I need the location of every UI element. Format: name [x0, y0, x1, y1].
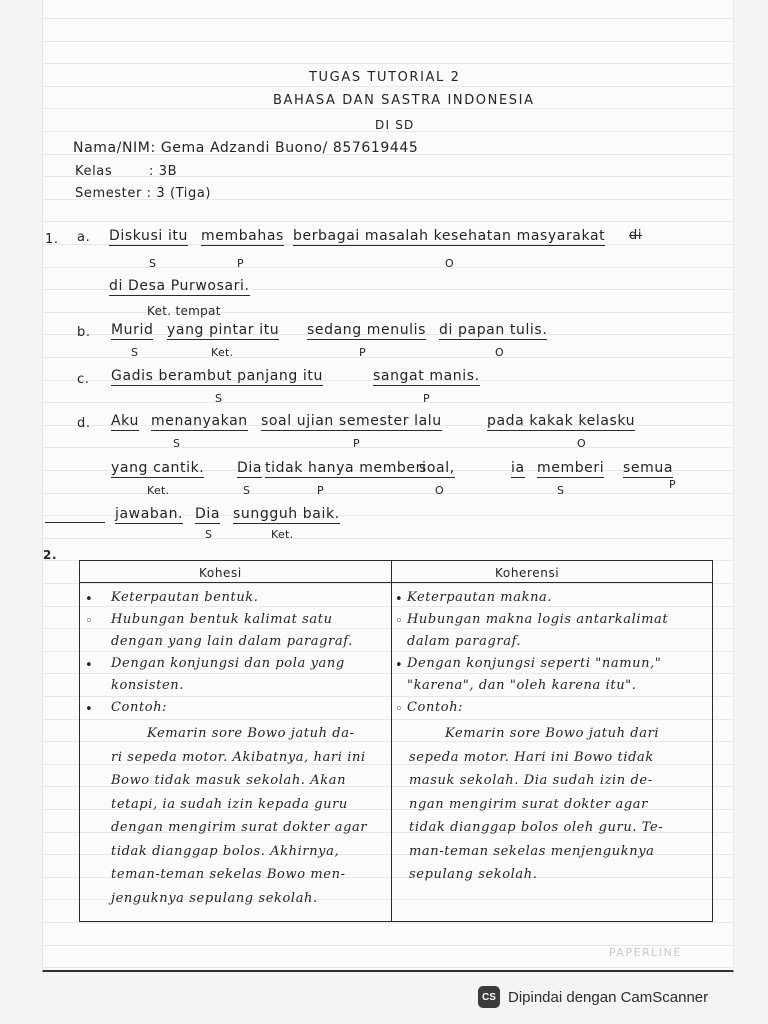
koherensi-bullet: ◦	[395, 702, 404, 717]
kohesi-example-line: Bowo tidak masuk sekolah. Akan	[111, 773, 347, 788]
kohesi-bullet: ◦	[85, 614, 94, 629]
q1d-predicate: menanyakan	[151, 413, 248, 429]
margin-mark	[42, 330, 43, 368]
ruled-line	[43, 18, 733, 19]
q1b-ket: yang pintar itu	[167, 322, 280, 338]
ruled-line	[43, 86, 733, 87]
margin-mark	[42, 820, 43, 842]
kohesi-example-line: ri sepeda motor. Akibatnya, hari ini	[111, 749, 366, 765]
camscanner-logo-icon: CS	[478, 986, 500, 1008]
q1d-predicate-2: tidak hanya memberi	[265, 460, 427, 476]
q1d-ket: yang cantik.	[111, 460, 205, 476]
q1a-predicate: membahas	[201, 228, 284, 244]
kohesi-row: Hubungan bentuk kalimat satu	[111, 612, 333, 627]
q1d-label-s-2: S	[243, 484, 251, 497]
koherensi-example-line: tidak dianggap bolos oleh guru. Te-	[409, 820, 664, 835]
kohesi-row: dengan yang lain dalam paragraf.	[111, 634, 353, 649]
notebook-page	[42, 0, 734, 972]
ruled-line	[43, 538, 733, 539]
ruled-line	[43, 267, 733, 268]
q1d-label-ket-3: Ket.	[271, 528, 294, 541]
camscanner-text: Dipindai dengan CamScanner	[508, 988, 709, 1006]
kohesi-bullet: •	[85, 592, 94, 607]
q1a-label-s: S	[149, 257, 157, 270]
table-column-divider	[391, 560, 392, 922]
q1c-predicate: sangat manis.	[373, 368, 480, 384]
q1d-label-p-3: P	[669, 478, 676, 491]
q1d-object-3: soal,	[419, 460, 455, 476]
q1c-label-p: P	[423, 392, 430, 405]
q1c-label-s: S	[215, 392, 223, 405]
q1a-letter: a.	[77, 230, 91, 245]
kohesi-example-line: teman-teman sekelas Bowo men-	[111, 867, 346, 882]
q1b-label-s: S	[131, 346, 139, 359]
ruled-line	[43, 447, 733, 448]
q1a-ket: di Desa Purwosari.	[109, 278, 250, 294]
koherensi-row: "karena", dan "oleh karena itu".	[407, 678, 637, 693]
q1a-label-ket: Ket. tempat	[147, 304, 221, 318]
q1d-predicate-3: memberi	[537, 460, 605, 476]
ruled-line	[43, 41, 733, 42]
q1d-subject-4: Dia	[195, 506, 221, 522]
q1d-object-5: jawaban.	[115, 506, 184, 522]
q1d-continuation-line	[45, 522, 105, 523]
q1a-label-p: P	[237, 257, 244, 270]
ruled-line	[43, 63, 733, 64]
q1b-predicate: sedang menulis	[307, 322, 427, 338]
q1a-label-o: O	[445, 257, 454, 270]
koherensi-example-line: masuk sekolah. Dia sudah izin de-	[409, 773, 653, 788]
q1d-letter: d.	[77, 416, 91, 431]
q1b-object: di papan tulis.	[439, 322, 548, 338]
koherensi-row: Keterpautan makna.	[407, 590, 553, 605]
kohesi-example-line: tetapi, ia sudah izin kepada guru	[111, 796, 348, 812]
q1b-label-p: P	[359, 346, 366, 359]
kohesi-example-line: Kemarin sore Bowo jatuh da-	[147, 726, 355, 741]
kohesi-example-line: jenguknya sepulang sekolah.	[111, 890, 318, 906]
q1d-label-s-3: S	[557, 484, 565, 497]
title-line-3: DI SD	[375, 118, 415, 132]
name-nim: Nama/NIM: Gema Adzandi Buono/ 857619445	[73, 140, 419, 156]
ruled-line	[43, 967, 733, 968]
title-line-2: BAHASA DAN SASTRA INDONESIA	[273, 93, 535, 108]
margin-mark	[42, 600, 43, 616]
header-kohesi: Kohesi	[199, 566, 242, 580]
q1d-label-ket-2: Ket.	[147, 484, 170, 497]
ruled-line	[43, 402, 733, 403]
q1d-label-p-2: P	[317, 484, 324, 497]
koherensi-bullet: ◦	[395, 614, 404, 629]
q1b-label-o: O	[495, 346, 504, 359]
q1b-label-ket: Ket.	[211, 346, 234, 359]
koherensi-example-line: ngan mengirim surat dokter agar	[409, 796, 648, 812]
q1d-label-s-4: S	[205, 528, 213, 541]
ruled-line	[43, 357, 733, 358]
koherensi-row: Dengan konjungsi seperti "namun,"	[407, 656, 662, 671]
ruled-line	[43, 176, 733, 177]
q1d-object-2: pada kakak kelasku	[487, 413, 636, 429]
q1d-label-p: P	[353, 437, 360, 450]
q1d-label-o-2: O	[435, 484, 444, 497]
table-header-divider	[79, 582, 713, 583]
title-line-1: TUGAS TUTORIAL 2	[309, 70, 461, 85]
koherensi-row: Hubungan makna logis antarkalimat	[407, 612, 669, 627]
q1-number: 1.	[45, 232, 59, 247]
koherensi-example-line: sepulang sekolah.	[409, 867, 538, 882]
kohesi-example-line: tidak dianggap bolos. Akhirnya,	[111, 843, 340, 859]
ruled-line	[43, 221, 733, 222]
kelas-value: : 3B	[149, 164, 178, 179]
q1b-letter: b.	[77, 325, 91, 340]
kohesi-row: Keterpautan bentuk.	[111, 590, 259, 605]
koherensi-row: Contoh:	[407, 700, 464, 715]
semester: Semester : 3 (Tiga)	[75, 186, 212, 201]
q1d-object-4: semua	[623, 460, 673, 476]
koherensi-bullet: •	[395, 592, 404, 607]
q1d-predicate-4: sungguh baik.	[233, 506, 340, 522]
koherensi-bullet: •	[395, 658, 404, 673]
header-koherensi: Koherensi	[495, 566, 560, 580]
q1d-subject-3: ia	[511, 460, 525, 476]
koherensi-row: dalam paragraf.	[407, 634, 522, 649]
ruled-line	[43, 922, 733, 923]
q1c-letter: c.	[77, 372, 90, 387]
kohesi-bullet: •	[85, 658, 94, 673]
q1d-label-s: S	[173, 437, 181, 450]
kohesi-row: Contoh:	[111, 700, 168, 715]
koherensi-example-line: man-teman sekelas menjenguknya	[409, 843, 655, 859]
q1a-object: berbagai masalah kesehatan masyarakat	[293, 228, 606, 244]
koherensi-example-line: sepeda motor. Hari ini Bowo tidak	[409, 749, 654, 765]
kelas-label: Kelas	[75, 164, 113, 179]
q1d-label-o: O	[577, 437, 586, 450]
q2-number: 2.	[43, 548, 58, 562]
q1a-subject: Diskusi itu	[109, 228, 188, 244]
kohesi-row: Dengan konjungsi dan pola yang	[111, 656, 345, 671]
ruled-line	[43, 108, 733, 109]
q1c-subject: Gadis berambut panjang itu	[111, 368, 323, 384]
kohesi-example-line: dengan mengirim surat dokter agar	[111, 820, 368, 835]
koherensi-example-line: Kemarin sore Bowo jatuh dari	[445, 726, 660, 741]
q1b-subject: Murid	[111, 322, 154, 338]
q1d-subject-2: Dia	[237, 460, 263, 476]
camscanner-footer	[478, 982, 708, 1012]
q1d-subject: Aku	[111, 413, 139, 429]
q1d-object: soal ujian semester lalu	[261, 413, 442, 429]
paper-brand-watermark: PAPERLINE	[609, 946, 682, 959]
kohesi-row: konsisten.	[111, 678, 184, 693]
q1a-crossed-word: di	[629, 228, 643, 243]
kohesi-bullet: •	[85, 702, 94, 717]
